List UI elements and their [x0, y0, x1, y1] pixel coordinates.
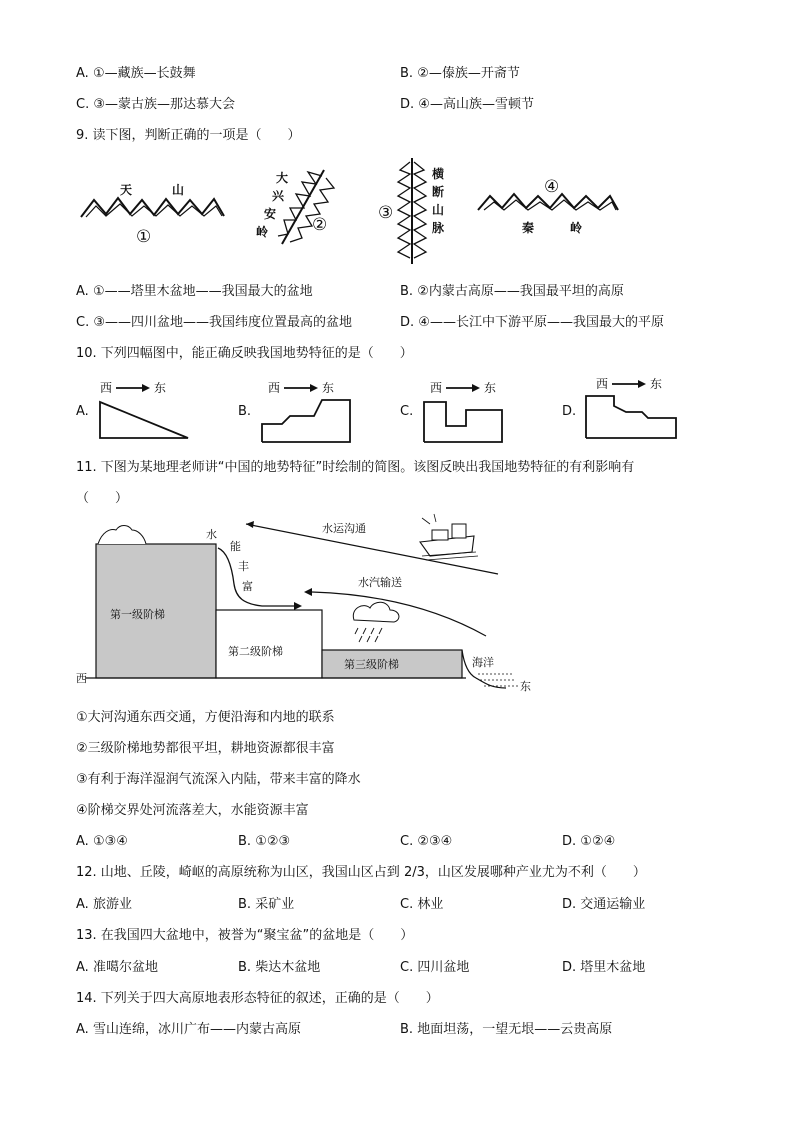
east-label: 东	[520, 680, 531, 693]
dir-west-label: 西	[596, 377, 609, 391]
option-text: 准噶尔盆地	[92, 960, 158, 975]
q10-diagram-b	[256, 376, 356, 444]
option-letter: C.	[76, 97, 90, 112]
mountain-1-number: ①	[136, 227, 152, 247]
option-letter: D.	[562, 960, 577, 975]
mountain-2-char-3: 安	[264, 207, 277, 221]
q13-option-c	[400, 960, 469, 976]
q10-diagram-d	[580, 372, 684, 440]
q10-option-b-letter: B.	[238, 404, 252, 419]
dir-east-label: 东	[484, 381, 497, 395]
q11-statement-3: ③有利于海洋湿润气流深入内陆，带来丰富的降水	[76, 772, 361, 787]
mountain-4-number: ④	[544, 177, 560, 197]
option-letter: B.	[238, 834, 252, 849]
fu-char: 富	[242, 580, 253, 593]
mountain-1-tianshan	[81, 182, 224, 247]
option-text: ③——四川盆地——我国纬度位置最高的盆地	[93, 315, 353, 330]
mountain-3-char-1: 横	[432, 167, 445, 181]
dir-west-label: 西	[268, 381, 281, 395]
option-letter: B.	[238, 960, 252, 975]
mountain-4-qinling	[478, 177, 618, 235]
mountain-2-number: ②	[312, 215, 328, 235]
mountain-3-char-4: 脉	[432, 221, 445, 235]
q14-stem: 14. 下列关于四大高原地表形态特征的叙述，正确的是（ ）	[76, 991, 439, 1006]
q12-option-a	[76, 897, 132, 913]
q9-stem: 9. 读下图，判断正确的一项是（ ）	[76, 128, 301, 143]
q11-stem-line-1: 11. 下图为某地理老师讲“中国的地势特征”时绘制的简图。该图反映出我国地势特征的有利影响有	[76, 460, 635, 475]
mountain-2-daxinganling	[256, 170, 334, 244]
q10-option-c-letter: C.	[400, 404, 414, 419]
option-text: 地面坦荡，一望无垠——云贵高原	[417, 1022, 613, 1037]
option-text: ①③④	[92, 834, 128, 849]
option-letter: A.	[76, 834, 89, 849]
mountain-3-hengduan	[378, 158, 445, 264]
mountain-2-char-4: 岭	[256, 225, 269, 239]
option-text: ④—高山族—雪顿节	[418, 97, 534, 112]
step-1-label: 第一级阶梯	[110, 608, 165, 621]
option-letter: C.	[400, 897, 414, 912]
option-letter: C.	[400, 834, 414, 849]
q12-option-c	[400, 897, 443, 913]
q8-option-c	[76, 97, 235, 113]
q10-diagram-a	[94, 376, 194, 444]
dir-west-label: 西	[100, 381, 113, 395]
option-letter: A.	[76, 897, 89, 912]
q12-option-d	[562, 897, 645, 913]
mountain-4-name-a: 秦	[522, 221, 535, 235]
dir-east-label: 东	[322, 381, 335, 395]
q11-option-b	[238, 834, 290, 850]
q8-option-d	[400, 97, 534, 113]
option-text: 塔里木盆地	[580, 960, 646, 975]
q9-option-a	[76, 284, 313, 300]
q12-option-b	[238, 897, 294, 913]
option-text: ①——塔里木盆地——我国最大的盆地	[92, 284, 313, 299]
q11-terrain-figure	[76, 512, 546, 698]
option-letter: A.	[76, 960, 89, 975]
option-text: 旅游业	[92, 897, 132, 912]
option-letter: B.	[400, 1022, 414, 1037]
ship-icon	[420, 514, 478, 560]
shipping-label: 水运沟通	[322, 522, 366, 535]
option-letter: C.	[400, 960, 414, 975]
feng-char: 丰	[238, 560, 249, 573]
q9-option-b	[400, 284, 624, 300]
dir-east-label: 东	[154, 381, 167, 395]
q14-option-b	[400, 1022, 612, 1038]
option-letter: D.	[400, 315, 415, 330]
q11-statement-1: ①大河沟通东西交通，方便沿海和内地的联系	[76, 710, 335, 725]
q10-option-d-letter: D.	[562, 404, 577, 419]
q8-option-b	[400, 66, 520, 82]
option-letter: B.	[238, 897, 252, 912]
q10-stem: 10. 下列四幅图中，能正确反映我国地势特征的是（ ）	[76, 346, 413, 361]
vapor-label: 水汽输送	[358, 576, 402, 589]
arrow-right-icon	[142, 384, 150, 392]
option-text: ②③④	[417, 834, 453, 849]
option-text: 林业	[417, 897, 444, 912]
mountain-1-name-a: 天	[120, 183, 133, 197]
arrow-right-icon	[294, 602, 302, 610]
option-text: ②内蒙古高原——我国最平坦的高原	[417, 284, 624, 299]
option-letter: D.	[400, 97, 415, 112]
step-2-block	[216, 610, 322, 678]
water-char: 水	[206, 528, 217, 541]
q11-statement-2: ②三级阶梯地势都很平坦，耕地资源都很丰富	[76, 741, 335, 756]
q9-option-c	[76, 315, 352, 331]
step-3-label: 第三级阶梯	[344, 658, 399, 671]
q13-option-b	[238, 960, 320, 976]
q12-stem: 12. 山地、丘陵，崎岖的高原统称为山区，我国山区占到 2/3，山区发展哪种产业尤为不利（ ）	[76, 865, 646, 880]
option-text: 柴达木盆地	[255, 960, 321, 975]
q11-option-d	[562, 834, 615, 850]
mountain-4-name-b: 岭	[570, 221, 583, 235]
snow-peak-icon	[98, 526, 146, 545]
ocean-label: 海洋	[472, 656, 494, 669]
option-text: 四川盆地	[417, 960, 470, 975]
west-label: 西	[76, 672, 87, 685]
q11-statement-4: ④阶梯交界处河流落差大，水能资源丰富	[76, 803, 309, 818]
dir-east-label: 东	[650, 377, 663, 391]
q14-option-a	[76, 1022, 301, 1038]
option-text: ②—傣族—开斋节	[417, 66, 520, 81]
mountain-2-char-2: 兴	[272, 189, 285, 203]
option-text: 交通运输业	[580, 897, 646, 912]
option-letter: A.	[76, 284, 89, 299]
q10-option-a-letter: A.	[76, 404, 89, 419]
option-text: ①②③	[255, 834, 291, 849]
option-letter: B.	[400, 66, 414, 81]
arrow-right-icon	[472, 384, 480, 392]
option-text: 雪山连绵，冰川广布——内蒙古高原	[92, 1022, 301, 1037]
option-letter: C.	[76, 315, 90, 330]
q13-stem: 13. 在我国四大盆地中，被誉为“聚宝盆”的盆地是（ ）	[76, 928, 414, 943]
option-text: ④——长江中下游平原——我国最大的平原	[418, 315, 664, 330]
arrow-left-icon	[246, 521, 254, 528]
q9-option-d	[400, 315, 664, 331]
rain-cloud-icon	[353, 602, 399, 642]
arrow-right-icon	[310, 384, 318, 392]
dir-west-label: 西	[430, 381, 443, 395]
step-2-label: 第二级阶梯	[228, 645, 283, 658]
mountain-1-name-b: 山	[172, 183, 185, 197]
option-letter: D.	[562, 834, 577, 849]
arrow-left-icon	[304, 588, 312, 596]
arrow-right-icon	[638, 380, 646, 388]
mountain-3-char-2: 断	[432, 185, 445, 199]
q13-option-a	[76, 960, 158, 976]
option-text: ①—藏族—长鼓舞	[92, 66, 196, 81]
option-text: ①②④	[580, 834, 616, 849]
q13-option-d	[562, 960, 645, 976]
option-text: 采矿业	[255, 897, 295, 912]
neng-char: 能	[230, 540, 241, 553]
q11-option-c	[400, 834, 452, 850]
q8-option-a	[76, 66, 196, 82]
mountain-3-char-3: 山	[432, 203, 445, 217]
q10-diagram-c	[418, 376, 518, 444]
mountain-2-char-1: 大	[276, 171, 289, 185]
q9-figure	[76, 152, 636, 270]
option-text: ③—蒙古族—那达慕大会	[93, 97, 236, 112]
q11-stem-line-2: （ ）	[76, 491, 129, 506]
option-letter: A.	[76, 66, 89, 81]
option-letter: A.	[76, 1022, 89, 1037]
option-letter: B.	[400, 284, 414, 299]
q11-option-a	[76, 834, 128, 850]
option-letter: D.	[562, 897, 577, 912]
mountain-3-number: ③	[378, 203, 394, 223]
